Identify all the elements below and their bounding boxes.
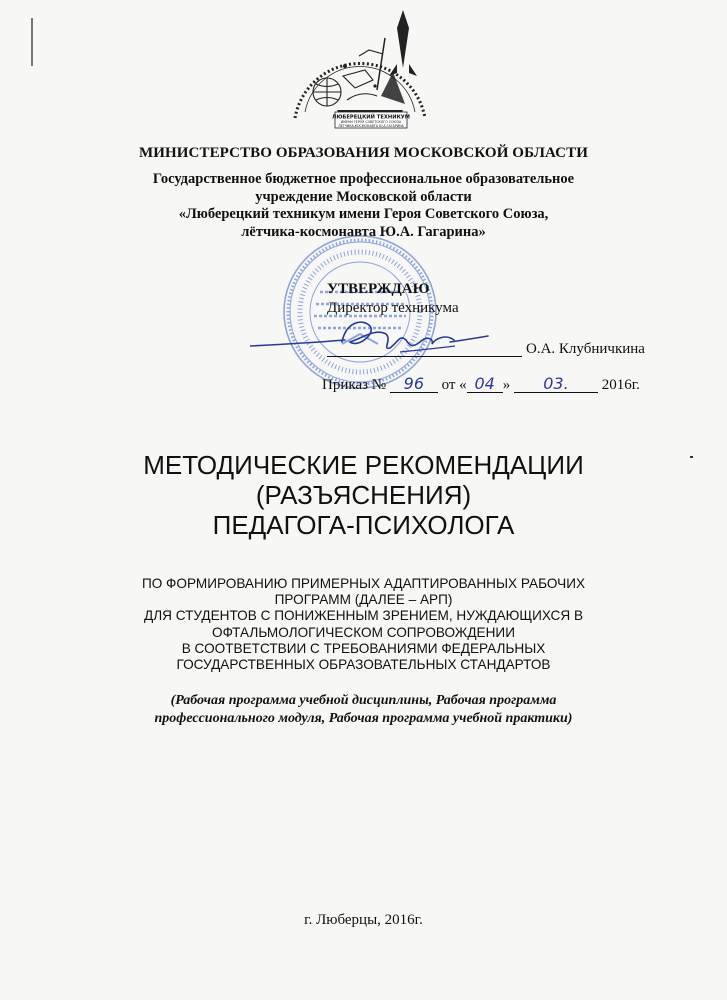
programs-line: профессионального модуля, Рабочая программа учебной практики) <box>154 711 573 726</box>
institution-name <box>0 171 727 241</box>
programs-line: (Рабочая программа учебной дисциплины, Рабочая программа <box>170 693 557 708</box>
signature-line <box>327 356 522 357</box>
institution-line: учреждение Московской области <box>255 188 472 205</box>
order-label: Приказ № <box>322 377 387 393</box>
order-close-quote: » <box>502 377 511 393</box>
subtitle-line: ПО ФОРМИРОВАНИЮ ПРИМЕРНЫХ АДАПТИРОВАННЫХ РАБОЧИХ <box>141 576 586 591</box>
ministry-heading: МИНИСТЕРСТВО ОБРАЗОВАНИЯ МОСКОВСКОЙ ОБЛАСТИ <box>138 145 588 161</box>
document-title <box>0 450 727 540</box>
order-line <box>322 375 640 394</box>
handwritten-signature <box>250 312 520 367</box>
title-line: (РАЗЪЯСНЕНИЯ) <box>255 480 472 510</box>
programs-list <box>0 692 727 728</box>
emblem-banner-subtext-2: ЛЁТЧИКА-КОСМОНАВТА Ю.А.ГАГАРИНА <box>338 124 404 128</box>
emblem-banner-text: ЛЮБЕРЕЦКИЙ ТЕХНИКУМ <box>332 114 410 121</box>
institution-line: «Люберецкий техникум имени Героя Советского Союза, <box>178 206 549 222</box>
subtitle-line: В СООТВЕТСТВИИ С ТРЕБОВАНИЯМИ ФЕДЕРАЛЬНЫХ <box>181 640 546 656</box>
subtitle-line: ДЛЯ СТУДЕНТОВ С ПОНИЖЕННЫМ ЗРЕНИЕМ, НУЖДАЮЩИХСЯ В <box>143 608 584 624</box>
technikum-emblem-icon <box>285 6 435 134</box>
order-year: 2016г. <box>601 377 640 393</box>
institution-line: Государственное бюджетное профессиональное образовательное <box>152 171 575 187</box>
order-number: 96 <box>390 375 438 393</box>
subtitle-line: ОФТАЛЬМОЛОГИЧЕСКОМ СОПРОВОЖДЕНИИ <box>212 624 515 640</box>
order-from-label: от « <box>441 377 467 393</box>
subtitle-line: ПРОГРАММ (ДАЛЕЕ – АРП) <box>274 592 453 608</box>
order-month: 03. <box>514 375 598 393</box>
title-line: ПЕДАГОГА-ПСИХОЛОГА <box>212 510 515 540</box>
title-line: МЕТОДИЧЕСКИЕ РЕКОМЕНДАЦИИ <box>143 450 584 480</box>
approval-heading: УТВЕРЖДАЮ <box>327 281 430 297</box>
document-subtitle <box>0 576 727 673</box>
order-day: 04 <box>467 375 503 393</box>
scan-edge-mark <box>31 18 33 66</box>
subtitle-line: ГОСУДАРСТВЕННЫХ ОБРАЗОВАТЕЛЬНЫХ СТАНДАРТОВ <box>176 657 551 673</box>
director-position: Директор техникума <box>327 300 459 316</box>
institution-line: лётчика-космонавта Ю.А. Гагарина» <box>241 223 486 240</box>
director-name: О.А. Клубничкина <box>526 341 645 357</box>
city-year: г. Люберцы, 2016г. <box>304 912 423 928</box>
emblem-banner-subtext: ИМЕНИ ГЕРОЯ СОВЕТСКОГО СОЮЗА <box>340 120 402 124</box>
